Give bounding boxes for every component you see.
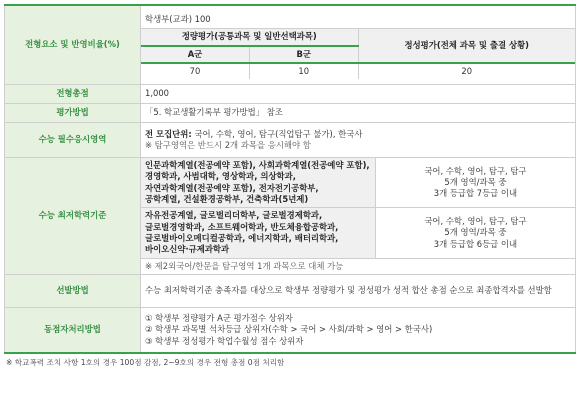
method-row xyxy=(5,104,576,123)
method-value: 「5. 학교생활기록부 평가방법」 참조 xyxy=(141,104,576,123)
tiebreak-row xyxy=(5,308,576,354)
criteria-group-2-departments: 자유전공계열, 글로벌리더학부, 글로벌경제학과, 글로벌경영학과, 소프트웨어학과, 반도체융합공학과, 글로벌바이오메디컬공학과, 에너지학과, 배터리학과, 바이오신약·규제과학과 xyxy=(141,208,375,258)
criteria-group-1 xyxy=(141,158,575,208)
selection-row xyxy=(5,275,576,308)
criteria-group-1-standard: 국어, 수학, 영어, 탐구, 탐구 5개 영역/과목 중 3개 등급합 7등급 이내 xyxy=(375,158,575,208)
selection-value: 수능 최저학력기준 충족자를 대상으로 학생부 정량평가 및 정성평가 성적 합산 총점 순으로 최종합격자를 선발함 xyxy=(141,275,576,308)
criteria-group-2 xyxy=(141,208,575,258)
group-a-header: A군 xyxy=(141,46,250,63)
composition-row xyxy=(5,5,576,85)
csat-minimum-cell xyxy=(141,158,576,275)
selection-label: 선발방법 xyxy=(5,275,141,308)
composition-top-line: 학생부(교과) 100 xyxy=(141,11,575,29)
footnote: ※ 학교폭력 조치 사항 1호의 경우 100점 감점, 2~9호의 경우 전형 총점 0점 처리함 xyxy=(6,358,285,368)
csat-required-label: 수능 필수응시영역 xyxy=(5,123,141,158)
tiebreak-item-3: ③ 학생부 정성평가 학업수월성 점수 상위자 xyxy=(145,335,304,346)
csat-minimum-table xyxy=(141,158,575,274)
quantitative-header: 정량평가(공통과목 및 일반선택과목) xyxy=(141,29,358,45)
csat-required-row xyxy=(5,123,576,158)
composition-cell xyxy=(141,5,576,85)
tiebreak-label: 동점자처리방법 xyxy=(5,308,141,354)
total-row xyxy=(5,85,576,104)
composition-label: 전형요소 및 반영비율(%) xyxy=(5,5,141,85)
admission-criteria-table xyxy=(4,4,576,354)
csat-minimum-row xyxy=(5,158,576,275)
group-a-value: 70 xyxy=(141,63,250,79)
tiebreak-item-2: ② 학생부 과목별 석차등급 상위자(수학 > 국어 > 사회/과학 > 영어 > 한국사) xyxy=(145,324,433,335)
csat-required-note: ※ 탐구영역은 반드시 2개 과목을 응시해야 함 xyxy=(145,140,311,150)
composition-breakdown-table xyxy=(141,29,575,79)
csat-minimum-note: ※ 제2외국어/한문을 탐구영역 1개 과목으로 대체 가능 xyxy=(141,258,575,274)
criteria-group-1-departments: 인문과학계열(전공예약 포함), 사회과학계열(전공예약 포함), 경영학과, 사범대학, 영상학과, 의상학과, 자연과학계열(전공예약 포함), 전자전기공학부, 공학계열, 건설환경공학부, 건축학과(5년제) xyxy=(141,158,375,208)
total-label: 전형총점 xyxy=(5,85,141,104)
tiebreak-cell xyxy=(141,308,576,354)
criteria-group-2-standard: 국어, 수학, 영어, 탐구, 탐구 5개 영역/과목 중 3개 등급합 6등급 이내 xyxy=(375,208,575,258)
tiebreak-item-1: ① 학생부 정량평가 A군 평가점수 상위자 xyxy=(145,313,293,324)
qualitative-header: 정성평가(전체 과목 및 출결 상황) xyxy=(358,29,575,63)
csat-required-cell xyxy=(141,123,576,158)
method-label: 평가방법 xyxy=(5,104,141,123)
qualitative-value: 20 xyxy=(358,63,575,79)
csat-minimum-label: 수능 최저학력기준 xyxy=(5,158,141,275)
csat-required-line1: 전 모집단위: 국어, 수학, 영어, 탐구(직업탐구 불가), 한국사 xyxy=(145,128,363,139)
group-b-header: B군 xyxy=(250,46,359,63)
total-value: 1,000 xyxy=(141,85,576,104)
group-b-value: 10 xyxy=(250,63,359,79)
admission-table-wrapper xyxy=(4,4,576,368)
